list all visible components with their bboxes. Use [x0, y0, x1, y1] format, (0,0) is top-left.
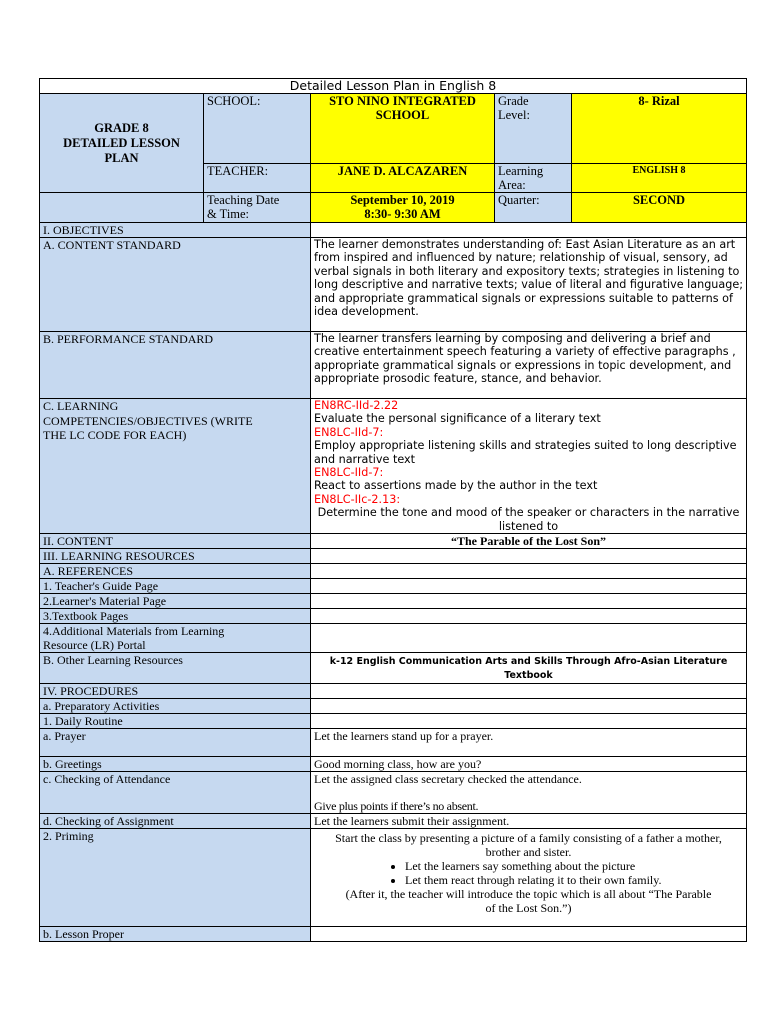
- preparatory-row: [40, 699, 747, 714]
- objectives-heading: I. OBJECTIVES: [40, 223, 311, 238]
- lesson-plan-sheet: [39, 78, 746, 942]
- attendance-row: [40, 772, 747, 814]
- learning-area-label: Learning Area:: [495, 164, 572, 193]
- priming-intro: Start the class by presenting a picture of a family consisting of a father a mother, brother and sister.: [335, 831, 722, 860]
- teacher-value: JANE D. ALCAZAREN: [311, 164, 495, 193]
- competency-text: Determine the tone and mood of the speaker or characters in the narrative listened to: [317, 506, 740, 533]
- blank-cell: [311, 564, 747, 579]
- competency-code: EN8RC-IId-2.22: [314, 399, 399, 412]
- teacher-label: TEACHER:: [204, 164, 311, 193]
- priming-bullets: [323, 859, 734, 887]
- spacer: [314, 786, 743, 799]
- lesson-plan-table: [39, 78, 747, 942]
- priming-closing: (After it, the teacher will introduce the topic which is all about “The Parable of the Lost Son.”): [345, 887, 712, 916]
- blank-cell: [311, 579, 747, 594]
- procedures-heading-row: [40, 684, 747, 699]
- header-spacer: [40, 193, 204, 223]
- blank-cell: [311, 549, 747, 564]
- blank-cell: [311, 594, 747, 609]
- preparatory-label: a. Preparatory Activities: [40, 699, 311, 714]
- objectives-heading-blank: [311, 223, 747, 238]
- assignment-value: Let the learners submit their assignment.: [311, 814, 747, 829]
- content-standard-label: A. CONTENT STANDARD: [40, 238, 311, 332]
- competency-text: Evaluate the personal significance of a literary text: [314, 412, 601, 426]
- teachers-guide-label: 1. Teacher's Guide Page: [40, 579, 311, 594]
- performance-standard-row: [40, 332, 747, 399]
- blank-cell: [311, 609, 747, 624]
- content-label: II. CONTENT: [40, 534, 311, 549]
- list-item: • Let them react through relating it to their own family.: [405, 873, 734, 887]
- priming-content: [311, 829, 747, 927]
- content-standard-row: [40, 238, 747, 332]
- additional-materials-row: [40, 624, 747, 653]
- daily-routine-row: [40, 714, 747, 729]
- quarter-value: SECOND: [572, 193, 747, 223]
- date-value: September 10, 2019 8:30- 9:30 AM: [311, 193, 495, 223]
- competencies-label: C. LEARNING COMPETENCIES/OBJECTIVES (WRITE THE LC CODE FOR EACH): [40, 399, 311, 534]
- learning-area-value: ENGLISH 8: [572, 164, 747, 193]
- performance-standard-text: The learner transfers learning by composing and delivering a brief and creative entertainment speech featuring a variety of effective paragraphs , appropriate grammatical signals or expressions in topic development, and appropriate prosodic feature, stance, and behavior.: [311, 332, 747, 399]
- procedures-heading: IV. PROCEDURES: [40, 684, 311, 699]
- blank-cell: [311, 699, 747, 714]
- competency-code: EN8LC-IId-7:: [314, 425, 384, 439]
- attendance-note: Give plus points if there’s no absent.: [314, 799, 479, 814]
- attendance-value: [311, 772, 747, 814]
- other-resources-label: B. Other Learning Resources: [40, 653, 311, 684]
- assignment-label: d. Checking of Assignment: [40, 814, 311, 829]
- document-title: Detailed Lesson Plan in English 8: [40, 79, 747, 94]
- assignment-row: [40, 814, 747, 829]
- daily-routine-label: 1. Daily Routine: [40, 714, 311, 729]
- resources-heading-row: [40, 549, 747, 564]
- grade-level-label: Grade Level:: [495, 94, 572, 164]
- blank-cell: [311, 684, 747, 699]
- other-resources-row: [40, 653, 747, 684]
- list-item: • Let the learners say something about the picture: [405, 859, 734, 873]
- grade-level-value: 8- Rizal: [572, 94, 747, 164]
- prayer-label: a. Prayer: [40, 729, 311, 757]
- objectives-heading-row: [40, 223, 747, 238]
- quarter-label: Quarter:: [495, 193, 572, 223]
- lesson-proper-row: [40, 927, 747, 942]
- attendance-instruction: Let the assigned class secretary checked the attendance.: [314, 772, 582, 787]
- grade-title: GRADE 8 DETAILED LESSON PLAN: [40, 94, 204, 193]
- greetings-value: Good morning class, how are you?: [311, 757, 747, 772]
- competencies-list: [311, 399, 747, 534]
- header-row-school: [40, 94, 747, 164]
- textbook-pages-label: 3.Textbook Pages: [40, 609, 311, 624]
- title-row: [40, 79, 747, 94]
- resources-heading: III. LEARNING RESOURCES: [40, 549, 311, 564]
- blank-cell: [311, 927, 747, 942]
- additional-materials-label: 4.Additional Materials from Learning Resource (LR) Portal: [40, 624, 311, 653]
- content-standard-text: The learner demonstrates understanding of: East Asian Literature as an art from inspired and influenced by nature; relationship of visual, sensory, ad verbal signals in both literary and expository texts; strategies in listening to long descriptive and narrative texts; value of literal and figurative language; and appropriate grammatical signals or expressions suitable to patterns of idea development.: [311, 238, 747, 332]
- teachers-guide-row: [40, 579, 747, 594]
- school-label: SCHOOL:: [204, 94, 311, 164]
- competencies-row: [40, 399, 747, 534]
- references-label: A. REFERENCES: [40, 564, 311, 579]
- performance-standard-label: B. PERFORMANCE STANDARD: [40, 332, 311, 399]
- attendance-label: c. Checking of Attendance: [40, 772, 311, 814]
- content-row: [40, 534, 747, 549]
- prayer-row: [40, 729, 747, 757]
- learners-material-label: 2.Learner's Material Page: [40, 594, 311, 609]
- blank-cell: [311, 624, 747, 653]
- competency-text: Employ appropriate listening skills and strategies suited to long descriptive and narrative text: [314, 439, 737, 466]
- blank-cell: [311, 714, 747, 729]
- competency-text: React to assertions made by the author in the text: [314, 479, 598, 493]
- competency-code: EN8LC-IIc-2.13:: [314, 492, 401, 506]
- content-value: “The Parable of the Lost Son”: [311, 534, 747, 549]
- header-row-date: [40, 193, 747, 223]
- prayer-value: Let the learners stand up for a prayer.: [311, 729, 747, 757]
- date-label: Teaching Date & Time:: [204, 193, 311, 223]
- lesson-proper-label: b. Lesson Proper: [40, 927, 311, 942]
- school-value: STO NINO INTEGRATED SCHOOL: [311, 94, 495, 164]
- greetings-row: [40, 757, 747, 772]
- textbook-pages-row: [40, 609, 747, 624]
- other-resources-value: k-12 English Communication Arts and Skills Through Afro-Asian Literature Textbook: [311, 653, 747, 684]
- priming-label: 2. Priming: [40, 829, 311, 927]
- greetings-label: b. Greetings: [40, 757, 311, 772]
- competency-code: EN8LC-IId-7:: [314, 466, 384, 480]
- references-row: [40, 564, 747, 579]
- priming-row: [40, 829, 747, 927]
- learners-material-row: [40, 594, 747, 609]
